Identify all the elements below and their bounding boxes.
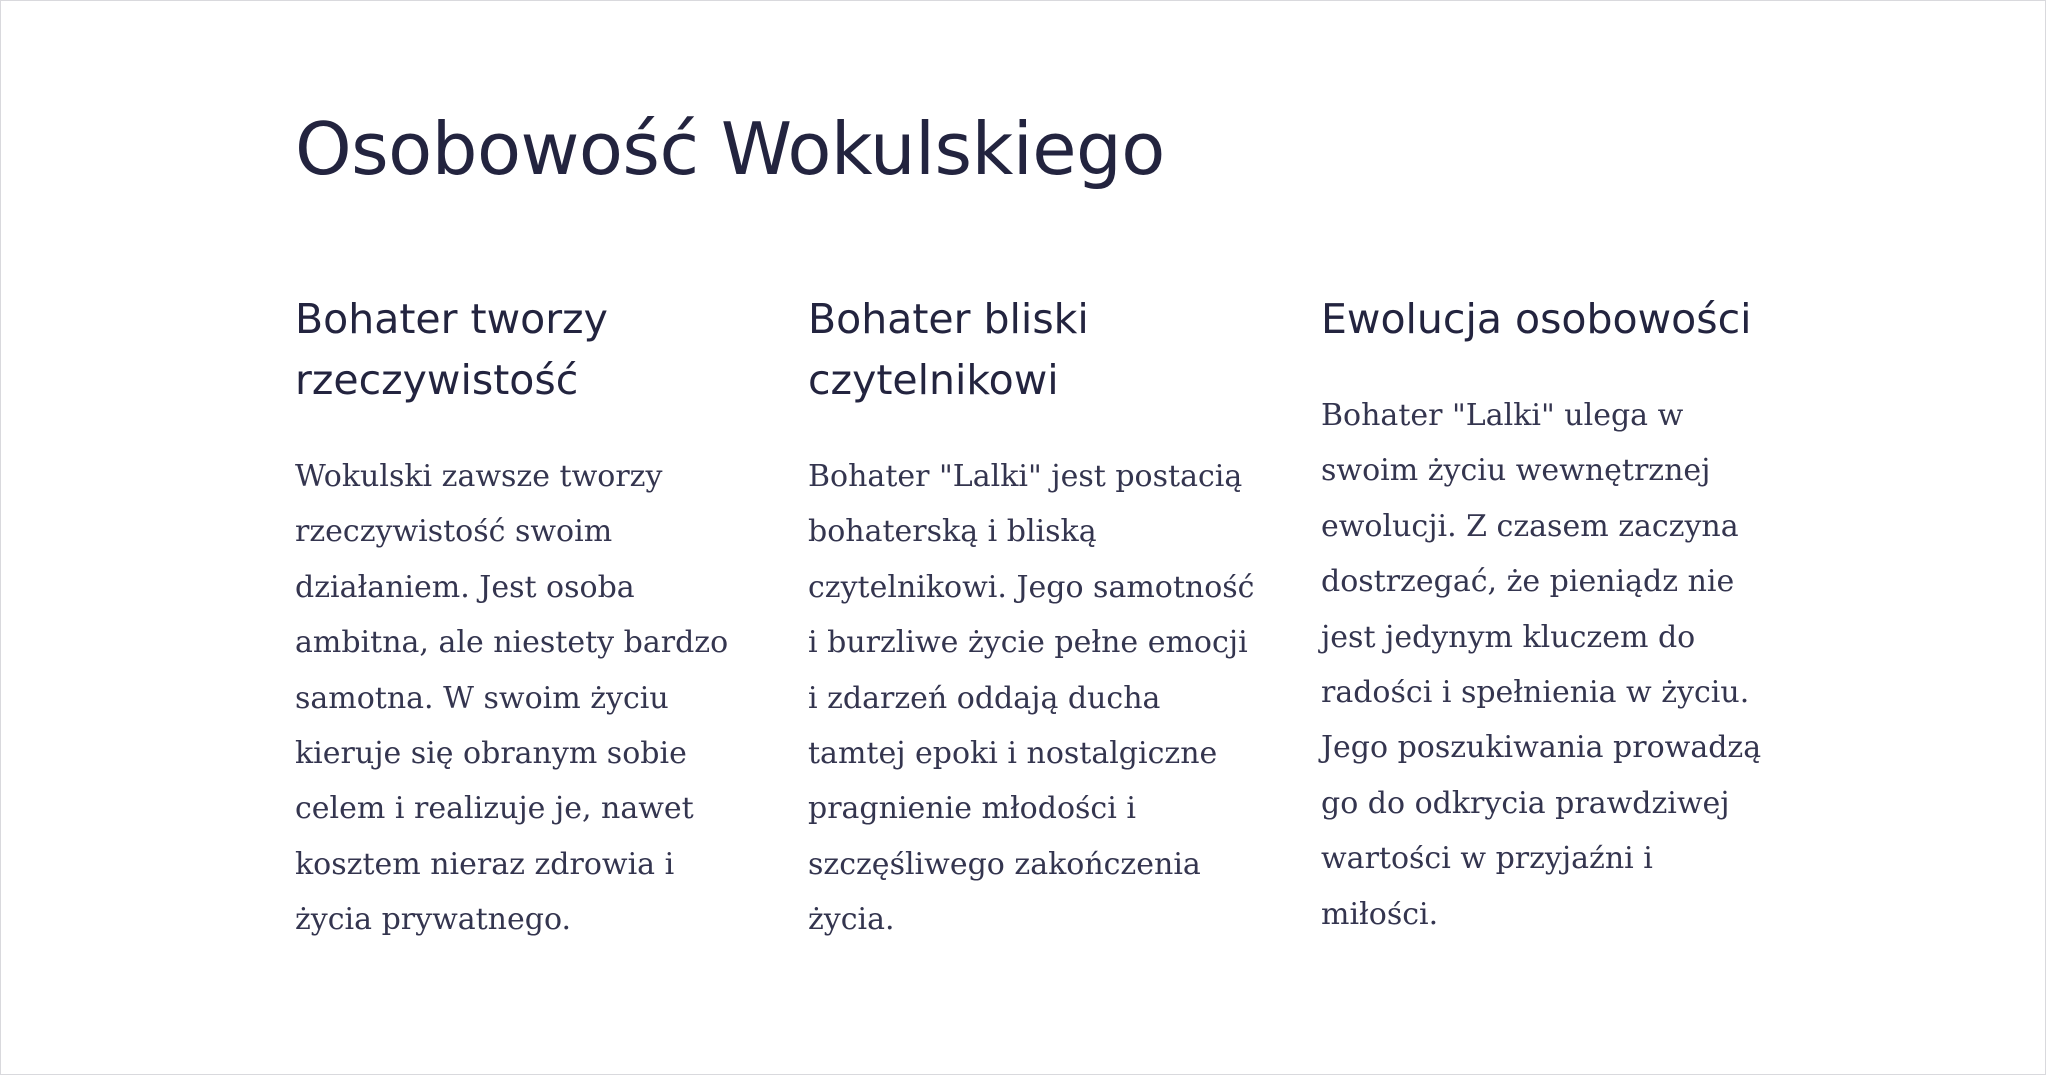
column-heading: Ewolucja osobowości	[1321, 295, 1752, 343]
column-heading: Bohater bliski czytelnikowi	[808, 295, 1089, 404]
column-personality-evolution	[1321, 289, 1773, 942]
column-body: Bohater "Lalki" ulega w swoim życiu wewnętrznej ewolucji. Z czasem zaczyna dostrzegać, że pieniądz nie jest jedynym kluczem do radości i spełnienia w życiu. Jego poszukiwania prowadzą go do odkrycia prawdziwej wartości w przyjaźni i miłości.	[1321, 398, 1762, 932]
column-heading: Bohater tworzy rzeczywistość	[295, 295, 608, 404]
column-hero-creates-reality	[295, 289, 747, 948]
page-title: Osobowość Wokulskiego	[295, 107, 1165, 191]
column-body: Wokulski zawsze tworzy rzeczywistość swoim działaniem. Jest osoba ambitna, ale niestety bardzo samotna. W swoim życiu kieruje się obranym sobie celem i realizuje je, nawet kosztem nieraz zdrowia i życia prywatnego.	[295, 459, 729, 938]
column-hero-close-to-reader	[808, 289, 1260, 948]
column-body: Bohater "Lalki" jest postacią bohaterską i bliską czytelnikowi. Jego samotność i burzliwe życie pełne emocji i zdarzeń oddają ducha tamtej epoki i nostalgiczne pragnienie młodości i szczęśliwego zakończenia życia.	[808, 459, 1255, 938]
